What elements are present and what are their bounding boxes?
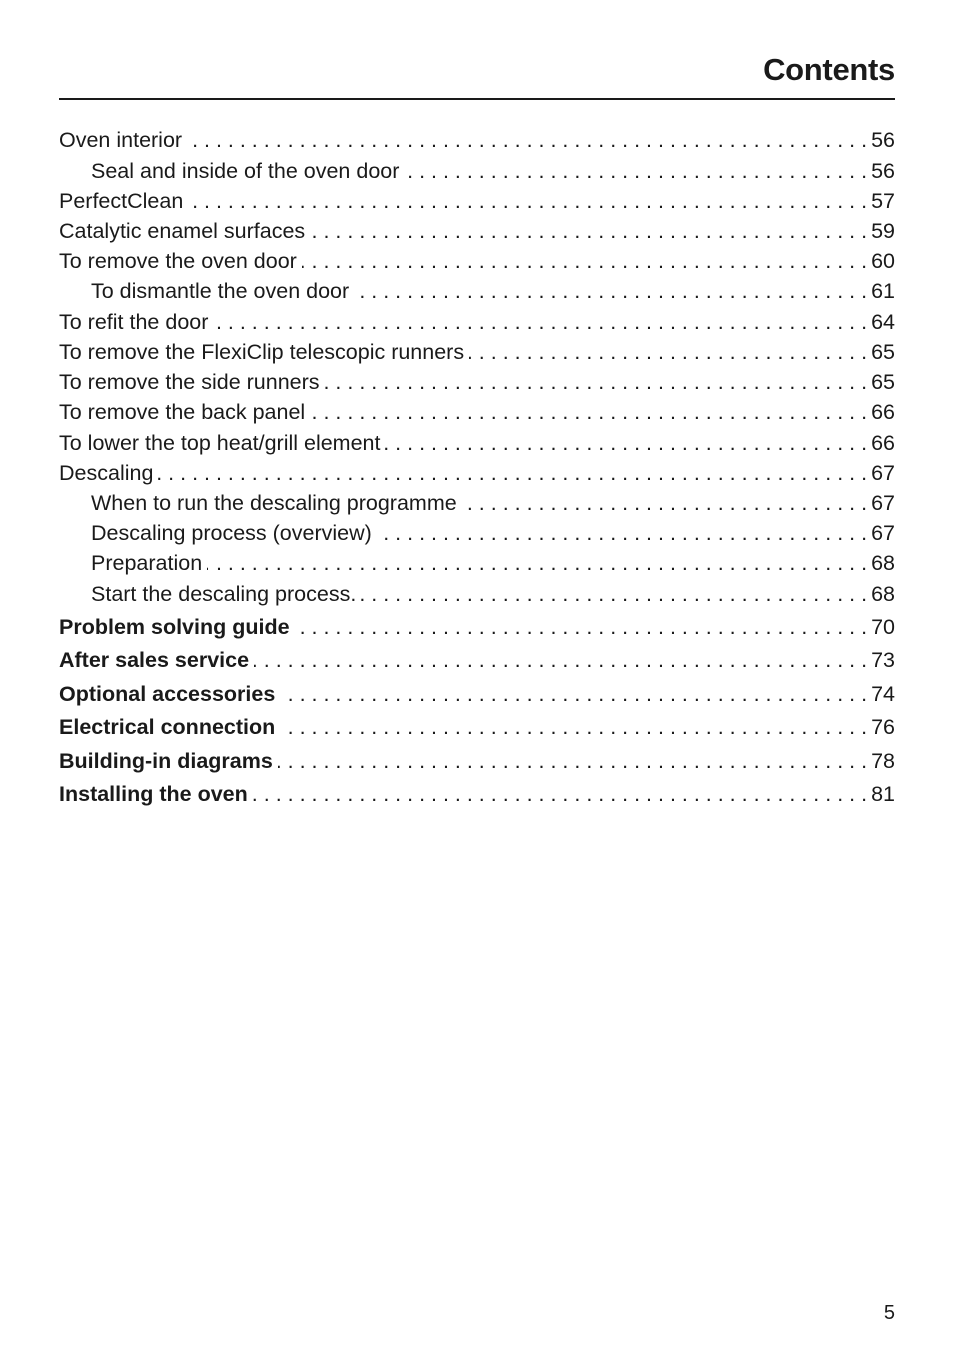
toc-dot-leader xyxy=(188,186,867,216)
toc-entry-page: 60 xyxy=(871,249,895,273)
toc-dot-leader xyxy=(377,518,867,548)
toc-entry-page: 76 xyxy=(871,715,895,739)
title-divider xyxy=(59,98,895,100)
toc-entry xyxy=(59,612,895,642)
toc-entry xyxy=(59,216,895,246)
toc-entry-label: Catalytic enamel surfaces xyxy=(59,219,306,243)
toc-entry xyxy=(59,125,895,155)
toc-dot-leader xyxy=(278,746,867,776)
toc-dot-leader xyxy=(385,428,867,458)
toc-entry-page: 67 xyxy=(871,461,895,485)
toc-entry-page: 68 xyxy=(871,582,895,606)
toc-entry-label: Seal and inside of the oven door xyxy=(91,159,400,183)
toc-dot-leader xyxy=(253,779,867,809)
toc-entry-page: 59 xyxy=(871,219,895,243)
toc-entry-label: To remove the side runners xyxy=(59,370,320,394)
toc-entry-page: 70 xyxy=(871,615,895,639)
toc-entry xyxy=(59,367,895,397)
toc-entry-label: To lower the top heat/grill element xyxy=(59,431,381,455)
toc-entry-label: To dismantle the oven door xyxy=(91,279,350,303)
toc-entry xyxy=(59,458,895,488)
toc-entry xyxy=(59,779,895,809)
toc-dot-leader xyxy=(302,246,867,276)
toc-entry-label: Electrical connection xyxy=(59,715,276,739)
toc-dot-leader xyxy=(354,276,867,306)
toc-entry xyxy=(59,186,895,216)
toc-entry xyxy=(59,246,895,276)
toc-entry xyxy=(91,548,895,578)
toc-entry-page: 56 xyxy=(871,159,895,183)
toc-entry-page: 65 xyxy=(871,370,895,394)
toc-entry-page: 57 xyxy=(871,189,895,213)
toc-dot-leader xyxy=(158,458,867,488)
toc-entry-label: When to run the descaling programme xyxy=(91,491,457,515)
toc-entry-page: 73 xyxy=(871,648,895,672)
toc-entry-label: PerfectClean xyxy=(59,189,184,213)
toc-entry xyxy=(59,712,895,742)
toc-entry xyxy=(59,428,895,458)
toc-entry-page: 74 xyxy=(871,682,895,706)
toc-entry-page: 67 xyxy=(871,491,895,515)
toc-entry-label: Start the descaling process. xyxy=(91,582,357,606)
toc-entry xyxy=(59,397,895,427)
toc-dot-leader xyxy=(361,579,867,609)
toc-entry-label: Optional accessories xyxy=(59,682,276,706)
toc-entry-label: Descaling process (overview) xyxy=(91,521,372,545)
toc-dot-leader xyxy=(462,488,867,518)
toc-dot-leader xyxy=(469,337,867,367)
toc-dot-leader xyxy=(280,712,867,742)
toc-dot-leader xyxy=(254,645,867,675)
toc-entry xyxy=(91,276,895,306)
toc-entry-label: Preparation xyxy=(91,551,203,575)
toc-dot-leader xyxy=(310,397,867,427)
toc-dot-leader xyxy=(280,679,867,709)
page-title: Contents xyxy=(763,52,895,87)
toc-entry-label: Descaling xyxy=(59,461,154,485)
toc-dot-leader xyxy=(207,548,867,578)
toc-entry xyxy=(59,679,895,709)
toc-entry-page: 64 xyxy=(871,310,895,334)
toc-entry xyxy=(91,518,895,548)
toc-entry xyxy=(91,488,895,518)
toc-entry-page: 68 xyxy=(871,551,895,575)
toc-entry xyxy=(59,746,895,776)
toc-entry-label: To remove the oven door xyxy=(59,249,297,273)
toc-dot-leader xyxy=(187,125,867,155)
toc-entry-page: 56 xyxy=(871,128,895,152)
toc-entry-page: 81 xyxy=(871,782,895,806)
toc-entry-label: To remove the back panel xyxy=(59,400,306,424)
toc-entry-page: 78 xyxy=(871,749,895,773)
toc-dot-leader xyxy=(404,156,867,186)
toc-entry xyxy=(59,307,895,337)
page-number: 5 xyxy=(883,1302,895,1324)
toc-entry-label: To remove the FlexiClip telescopic runners xyxy=(59,340,465,364)
toc-entry-label: Installing the oven xyxy=(59,782,248,806)
toc-dot-leader xyxy=(213,307,867,337)
toc-entry xyxy=(91,156,895,186)
toc-entry-label: Problem solving guide xyxy=(59,615,290,639)
toc-entry xyxy=(59,645,895,675)
toc-entry-label: Oven interior xyxy=(59,128,183,152)
toc-entry-label: To refit the door xyxy=(59,310,209,334)
toc-dot-leader xyxy=(325,367,868,397)
toc-entry xyxy=(59,337,895,367)
toc-entry-label: After sales service xyxy=(59,648,250,672)
toc-entry-page: 65 xyxy=(871,340,895,364)
toc-entry-page: 67 xyxy=(871,521,895,545)
toc-entry-label: Building-in diagrams xyxy=(59,749,273,773)
toc-entry-page: 61 xyxy=(871,279,895,303)
toc-dot-leader xyxy=(310,216,867,246)
toc-entry-page: 66 xyxy=(871,400,895,424)
toc-entry-page: 66 xyxy=(871,431,895,455)
toc-entry xyxy=(91,579,895,609)
toc-dot-leader xyxy=(295,612,868,642)
